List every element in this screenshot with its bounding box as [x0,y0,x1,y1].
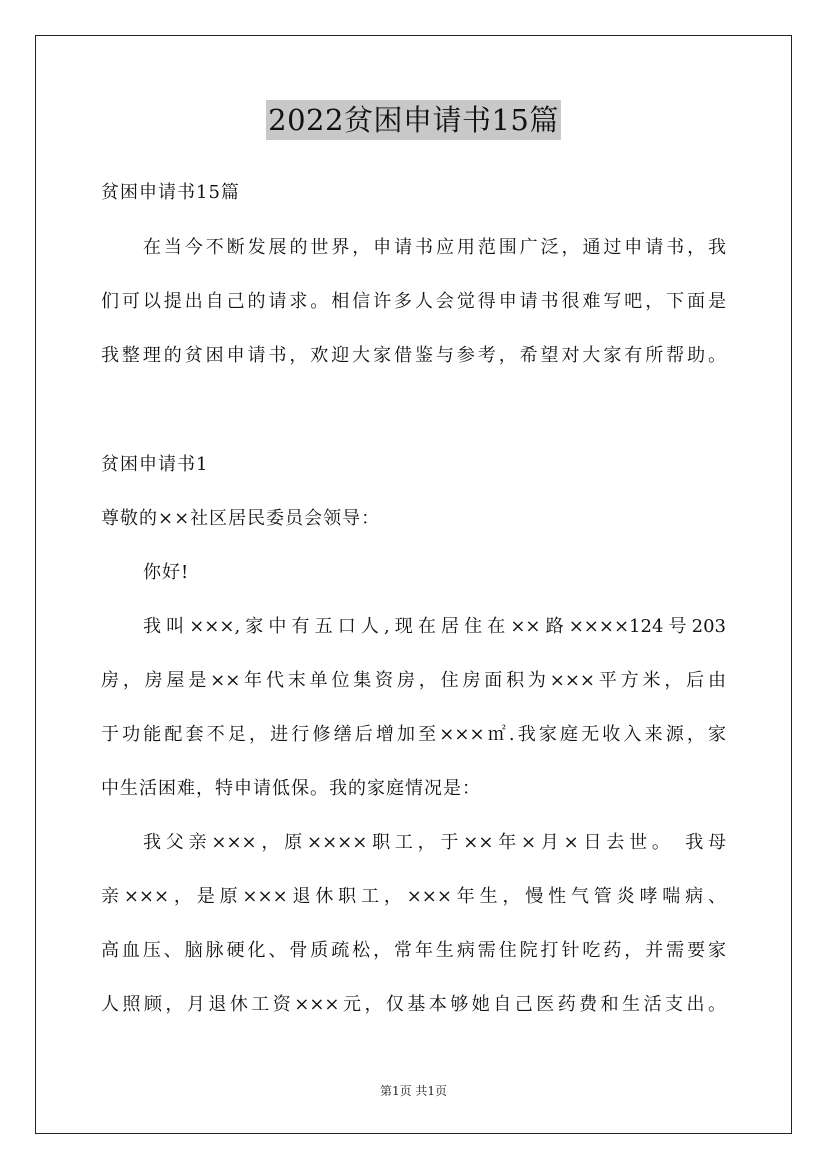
greeting: 你好! [143,562,190,583]
paragraph-line: 亲×××，是原×××退休职工，×××年生，慢性气管炎哮喘病、 [101,886,726,907]
paragraph-line: 高血压、脑脉硬化、骨质疏松，常年生病需住院打针吃药，并需要家 [101,940,726,961]
paragraph-line: 房，房屋是××年代末单位集资房，住房面积为×××平方米，后由 [101,670,726,691]
salutation: 尊敬的××社区居民委员会领导： [101,508,381,529]
intro-line: 我整理的贫困申请书，欢迎大家借鉴与参考，希望对大家有所帮助。 [101,345,726,366]
intro-line: 在当今不断发展的世界，申请书应用范围广泛，通过申请书，我 [143,237,726,258]
page-footer: 第1页 共1页 [379,1084,448,1098]
paragraph-line: 人照顾，月退休工资×××元，仅基本够她自己医药费和生活支出。 [101,994,726,1015]
paragraph-line: 我叫×××,家中有五口人,现在居住在××路××××124号203 [143,616,726,637]
paragraph-line: 于功能配套不足，进行修缮后增加至×××㎡.我家庭无收入来源，家 [101,724,726,745]
paragraph-line: 我父亲×××，原××××职工，于××年×月×日去世。 我母 [143,832,726,853]
document-title: 2022贫困申请书15篇 [266,100,561,140]
section-heading: 贫困申请书1 [101,454,209,475]
intro-line: 们可以提出自己的请求。相信许多人会觉得申请书很难写吧，下面是 [101,291,726,312]
document-subtitle: 贫困申请书15篇 [101,182,240,203]
title-container [0,100,827,140]
paragraph-line: 中生活困难，特申请低保。我的家庭情况是： [101,778,481,799]
